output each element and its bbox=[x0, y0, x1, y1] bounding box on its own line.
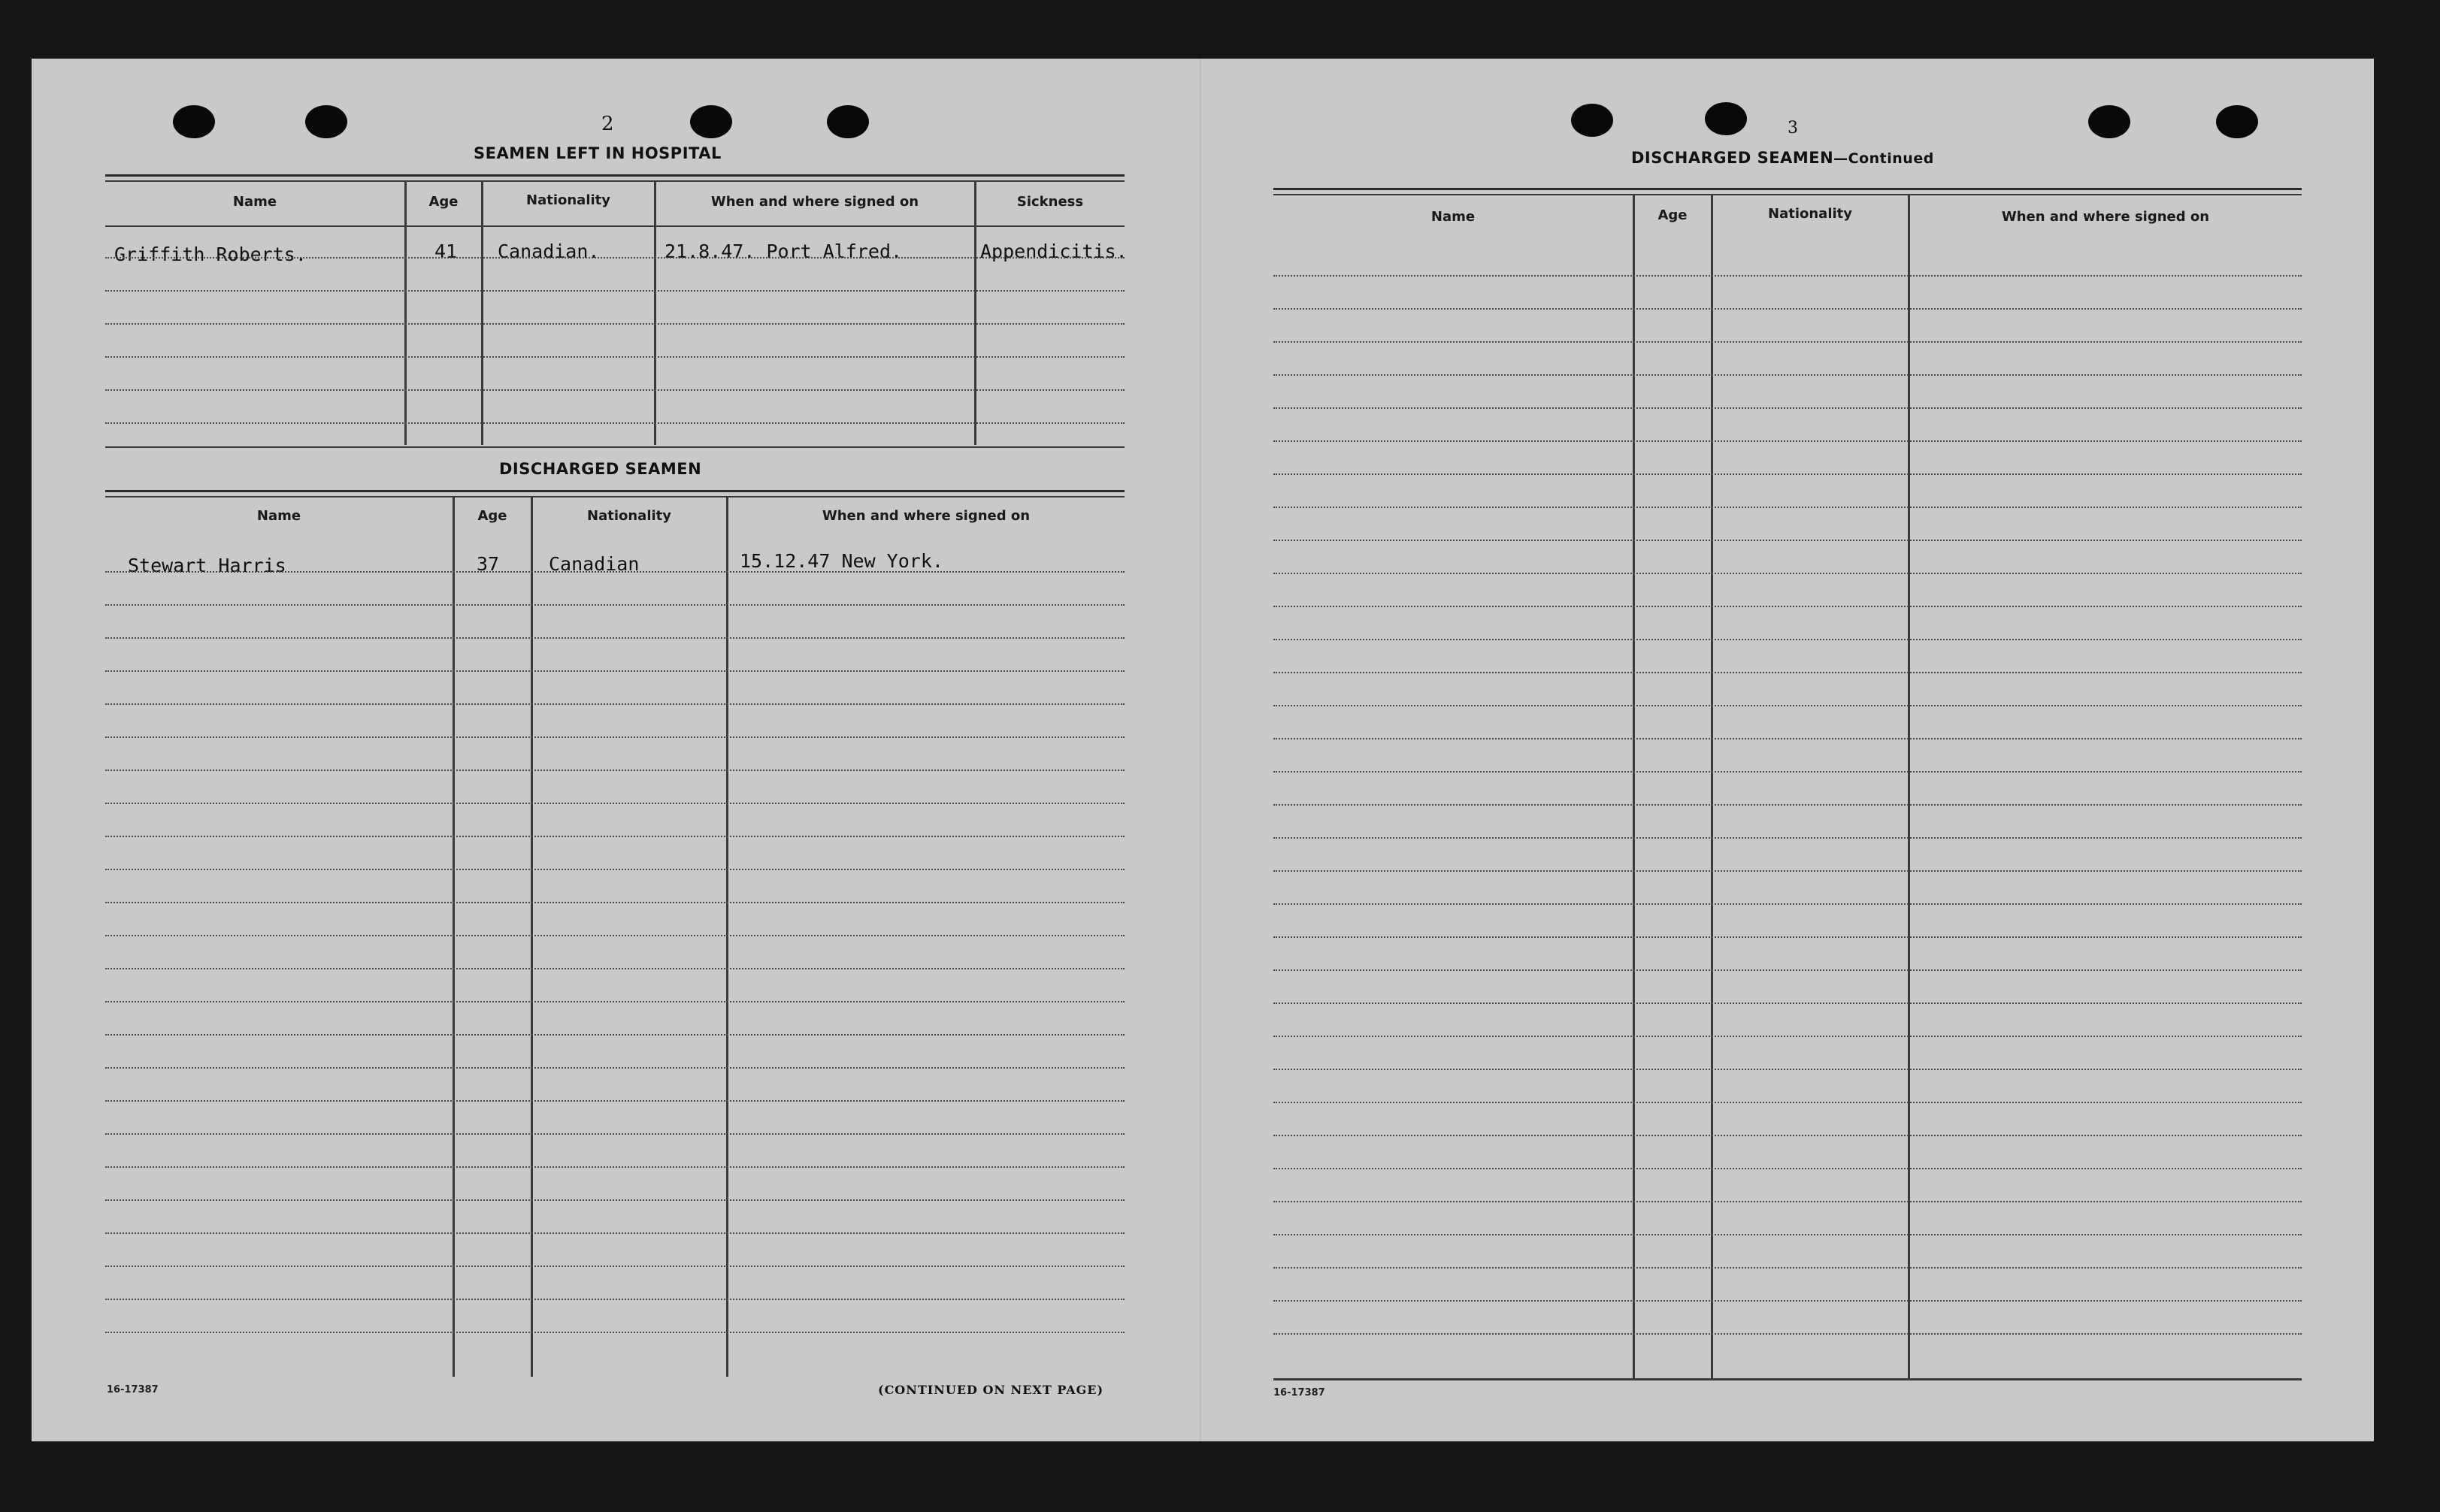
ruled-line bbox=[1273, 573, 2302, 574]
ruled-line bbox=[1273, 440, 2302, 442]
col-header-signed-on: When and where signed on bbox=[710, 194, 919, 210]
ruled-line bbox=[1273, 1300, 2302, 1302]
ruled-line bbox=[1273, 374, 2302, 376]
ruled-line bbox=[1273, 1234, 2302, 1235]
ruled-line bbox=[105, 869, 1125, 870]
ruled-line bbox=[105, 389, 1125, 391]
ruled-line bbox=[1273, 473, 2302, 475]
ruled-line bbox=[105, 356, 1125, 358]
col-header-nationality: Nationality bbox=[526, 192, 610, 208]
col-header-nationality: Nationality bbox=[1768, 206, 1852, 222]
page-fold bbox=[1200, 59, 1201, 1441]
ruled-line bbox=[1273, 1267, 2302, 1269]
ruled-line bbox=[1273, 771, 2302, 773]
ruled-line bbox=[105, 604, 1125, 606]
hospital-table bbox=[105, 174, 1128, 449]
ruled-line bbox=[1273, 837, 2302, 839]
ruled-line bbox=[1273, 1036, 2302, 1037]
punch-hole bbox=[2216, 105, 2258, 138]
discharged-nationality: Canadian bbox=[549, 553, 640, 575]
ruled-line bbox=[1273, 969, 2302, 971]
ruled-line bbox=[105, 1199, 1125, 1201]
ruled-line bbox=[105, 770, 1125, 771]
hospital-sickness: Appendicitis. bbox=[980, 240, 1128, 262]
ruled-line bbox=[1273, 1333, 2302, 1335]
ruled-line bbox=[1273, 1069, 2302, 1070]
discharged-table bbox=[105, 490, 1125, 1377]
ruled-line bbox=[1273, 903, 2302, 905]
punch-hole bbox=[1705, 102, 1747, 135]
ruled-line bbox=[105, 1100, 1125, 1102]
ruled-line bbox=[1273, 804, 2302, 806]
form-number: 16-17387 bbox=[1273, 1387, 1325, 1399]
punch-hole bbox=[305, 105, 347, 138]
ruled-line bbox=[105, 703, 1125, 705]
ruled-line bbox=[1273, 1168, 2302, 1169]
ruled-line bbox=[105, 257, 1125, 259]
ruled-line bbox=[1273, 275, 2302, 277]
col-header-name: Name bbox=[1430, 209, 1476, 225]
ruled-line bbox=[1273, 1201, 2302, 1202]
ruled-line bbox=[105, 1133, 1125, 1135]
punch-hole bbox=[1571, 104, 1613, 137]
ruled-line bbox=[105, 290, 1125, 292]
hospital-section-title: SEAMEN LEFT IN HOSPITAL bbox=[474, 144, 722, 162]
discharged-name: Stewart Harris bbox=[128, 555, 286, 576]
ruled-line bbox=[1273, 341, 2302, 343]
ruled-line bbox=[1273, 870, 2302, 872]
page-number: 3 bbox=[1788, 119, 1798, 138]
discharged-section-title: DISCHARGED SEAMEN bbox=[499, 460, 702, 478]
ruled-line bbox=[105, 1067, 1125, 1069]
ruled-line bbox=[105, 1266, 1125, 1267]
ruled-line bbox=[1273, 308, 2302, 310]
ruled-line bbox=[1273, 936, 2302, 938]
col-header-name: Name bbox=[232, 194, 277, 210]
ruled-line bbox=[1273, 1002, 2302, 1004]
ruled-line bbox=[105, 968, 1125, 969]
col-header-sickness: Sickness bbox=[1016, 194, 1084, 210]
ruled-line bbox=[105, 1299, 1125, 1300]
continued-note: (CONTINUED ON NEXT PAGE) bbox=[878, 1383, 1104, 1397]
ruled-line bbox=[1273, 1102, 2302, 1103]
col-header-signed-on: When and where signed on bbox=[2001, 209, 2210, 225]
ruled-line bbox=[105, 1232, 1125, 1234]
discharged-continued-title: DISCHARGED SEAMEN—Continued bbox=[1631, 149, 1934, 167]
hospital-signed-on: 21.8.47. Port Alfred. bbox=[664, 240, 903, 262]
ruled-line bbox=[105, 902, 1125, 903]
ruled-line bbox=[105, 637, 1125, 639]
discharged-continued-table bbox=[1273, 188, 2302, 1383]
ruled-line bbox=[1273, 705, 2302, 706]
ruled-line bbox=[105, 736, 1125, 738]
ruled-line bbox=[105, 1001, 1125, 1002]
ruled-line bbox=[1273, 672, 2302, 673]
discharged-age: 37 bbox=[477, 553, 500, 575]
col-header-age: Age bbox=[1657, 207, 1688, 223]
punch-hole bbox=[827, 105, 869, 138]
col-header-name: Name bbox=[256, 508, 301, 524]
col-header-age: Age bbox=[477, 508, 507, 524]
ruled-line bbox=[105, 1034, 1125, 1036]
ruled-line bbox=[1273, 738, 2302, 739]
ruled-line bbox=[1273, 1135, 2302, 1136]
hospital-age: 41 bbox=[434, 240, 458, 262]
page-number: 2 bbox=[601, 113, 614, 135]
col-header-nationality: Nationality bbox=[587, 508, 671, 524]
col-header-signed-on: When and where signed on bbox=[822, 508, 1031, 524]
form-number: 16-17387 bbox=[107, 1384, 159, 1396]
ruled-line bbox=[105, 571, 1125, 573]
ruled-line bbox=[1273, 606, 2302, 607]
ruled-line bbox=[1273, 639, 2302, 640]
ruled-line bbox=[105, 1332, 1125, 1333]
discharged-signed-on: 15.12.47 New York. bbox=[740, 550, 943, 572]
hospital-name: Griffith Roberts. bbox=[114, 243, 307, 265]
ruled-line bbox=[105, 1166, 1125, 1168]
punch-hole bbox=[173, 105, 215, 138]
ruled-line bbox=[1273, 407, 2302, 409]
ruled-line bbox=[105, 803, 1125, 804]
col-header-age: Age bbox=[428, 194, 459, 210]
ruled-line bbox=[105, 935, 1125, 936]
ruled-line bbox=[1273, 507, 2302, 508]
punch-hole bbox=[690, 105, 732, 138]
ruled-line bbox=[105, 836, 1125, 837]
ruled-line bbox=[1273, 540, 2302, 541]
ruled-line bbox=[105, 670, 1125, 672]
punch-hole bbox=[2088, 105, 2130, 138]
ruled-line bbox=[105, 323, 1125, 325]
hospital-nationality: Canadian. bbox=[498, 240, 600, 262]
ruled-line bbox=[105, 422, 1125, 424]
